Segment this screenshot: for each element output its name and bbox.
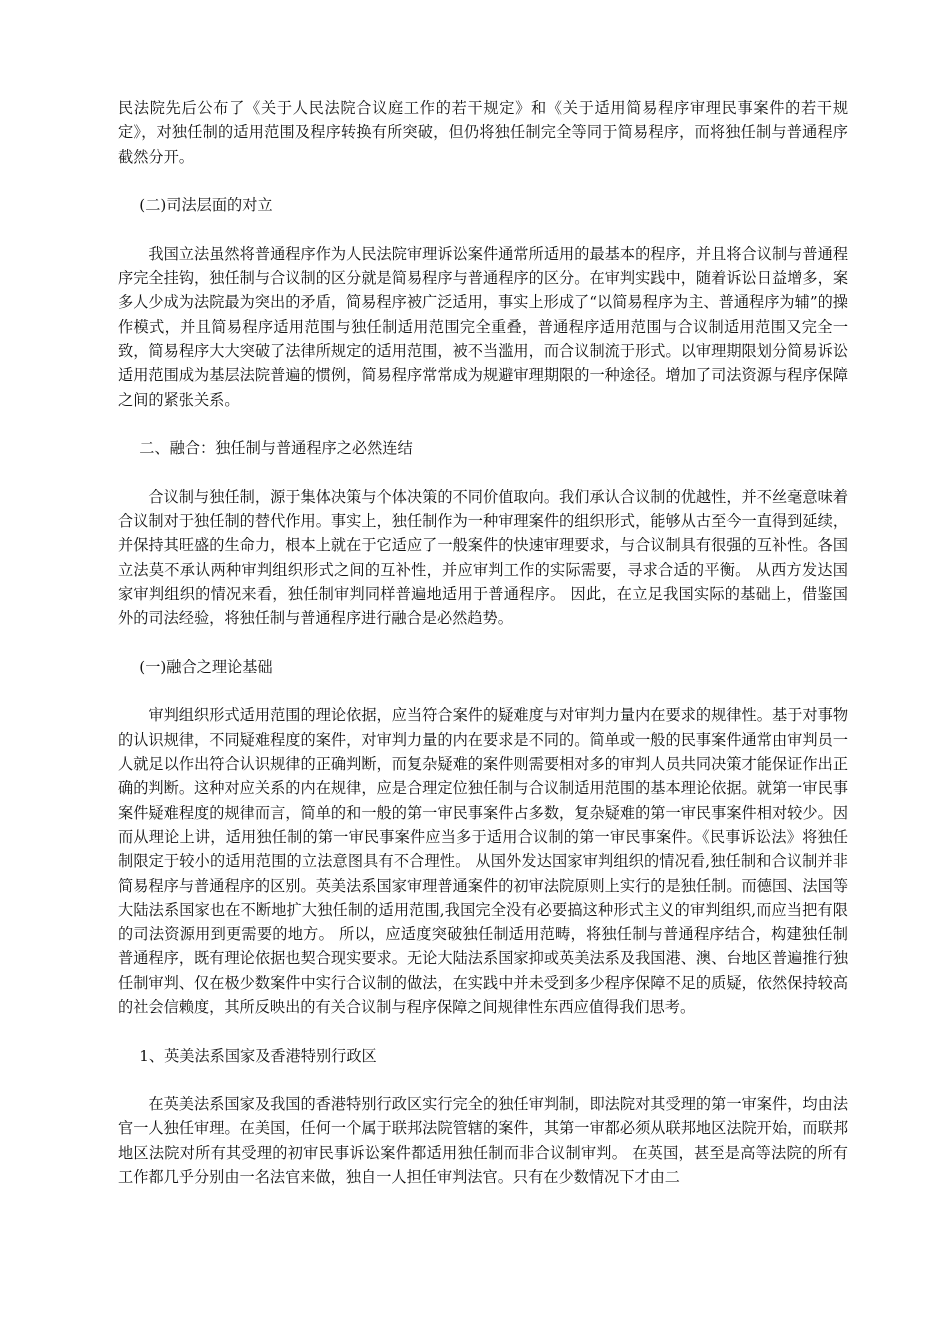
paragraph-fusion: 合议制与独任制，源于集体决策与个体决策的不同价值取向。我们承认合议制的优越性，并不丝毫意味着合议制对于独任制的替代作用。事实上，独任制作为一种审理案件的组织形式，能够从古至今一直得到延续，并保持其旺盛的生命力，根本上就在于它适应了一般案件的快速审理要求，与合议制具有很强的互补性。各国立法莫不承认两种审判组织形式之间的互补性，并应审判工作的实际需要，寻求合适的平衡。 从西方发达国家审判组织的情况来看，独任制审判同样普遍地适用于普通程序。 因此，在立足我国实际的基础上，借鉴国外的司法经验，将独任制与普通程序进行融合是必然趋势。 bbox=[118, 487, 848, 628]
paragraph-common-law: 在英美法系国家及我国的香港特别行政区实行完全的独任审判制，即法院对其受理的第一审案件，均由法官一人独任审理。在美国，任何一个属于联邦法院管辖的案件，其第一审都必须从联邦地区法院开始，而联邦地区法院对所有其受理的初审民事诉讼案件都适用独任制而非合议制审判。 在英国，甚至是高等法院的所有工作都几乎分别由一名法官来做，独自一人担任审判法官。只有在少数情况下才由二 bbox=[118, 1095, 848, 1187]
section-heading-judicial-opposition: (二)司法层面的对立 bbox=[139, 196, 273, 215]
section-heading-theory: (一)融合之理论基础 bbox=[139, 657, 273, 676]
document-page bbox=[118, 96, 848, 1214]
paragraph-theory: 审判组织形式适用范围的理论依据，应当符合案件的疑难度与对审判力量内在要求的规律性。基于对事物的认识规律，不同疑难程度的案件，对审判力量的内在要求是不同的。简单或一般的民事案件通常由审判员一人就足以作出符合认识规律的正确判断，而复杂疑难的案件则需要相对多的审判人员共同决策才能保证作出正确的判断。这种对应关系的内在规律，应是合理定位独任制与合议制适用范围的基本理论依据。就第一审民事案件疑难程度的规律而言，简单的和一般的第一审民事案件占多数，复杂疑难的第一审民事案件相对较少。因而从理论上讲，适用独任制的第一审民事案件应当多于适用合议制的第一审民事案件。《民事诉讼法》将独任制限定于较小的适用范围的立法意图具有不合理性。 从国外发达国家审判组织的情况看,独任制和合议制并非简易程序与普通程序的区别。英美法系国家审理普通案件的初审法院原则上实行的是独任制。而德国、法国等大陆法系国家也在不断地扩大独任制的适用范围,我国完全没有必要搞这种形式主义的审判组织,而应当把有限的司法资源用到更需要的地方。 所以，应适度突破独任制适用范畴，将独任制与普通程序结合，构建独任制普通程序，既有理论依据也契合现实要求。无论大陆法系国家抑或英美法系及我国港、澳、台地区普遍推行独任制审判、仅在极少数案件中实行合议制的做法，在实践中并未受到多少程序保障不足的质疑，依然保持较高的社会信赖度，其所反映出的有关合议制与程序保障之间规律性东西应值得我们思考。 bbox=[118, 706, 848, 1016]
section-heading-fusion: 二、融合：独任制与普通程序之必然连结 bbox=[139, 439, 413, 458]
paragraph-judicial-opposition: 我国立法虽然将普通程序作为人民法院审理诉讼案件通常所适用的最基本的程序，并且将合议制与普通程序完全挂钩，独任制与合议制的区分就是简易程序与普通程序的区分。在审判实践中，随着诉讼日益增多，案多人少成为法院最为突出的矛盾，简易程序被广泛适用，事实上形成了“以简易程序为主、普通程序为辅”的操作模式，并且简易程序适用范围与独任制适用范围完全重叠，普通程序适用范围与合议制适用范围又完全一致，简易程序大大突破了法律所规定的适用范围，被不当滥用，而合议制流于形式。以审理期限划分简易诉讼适用范围成为基层法院普遍的惯例，简易程序常常成为规避审理期限的一种途径。增加了司法资源与程序保障之间的紧张关系。 bbox=[118, 244, 848, 409]
paragraph-intro: 民法院先后公布了《关于人民法院合议庭工作的若干规定》和《关于适用简易程序审理民事案件的若干规定》，对独任制的适用范围及程序转换有所突破，但仍将独任制完全等同于简易程序，而将独任制与普通程序截然分开。 bbox=[118, 99, 848, 166]
section-heading-common-law: 1、英美法系国家及香港特别行政区 bbox=[139, 1046, 377, 1065]
